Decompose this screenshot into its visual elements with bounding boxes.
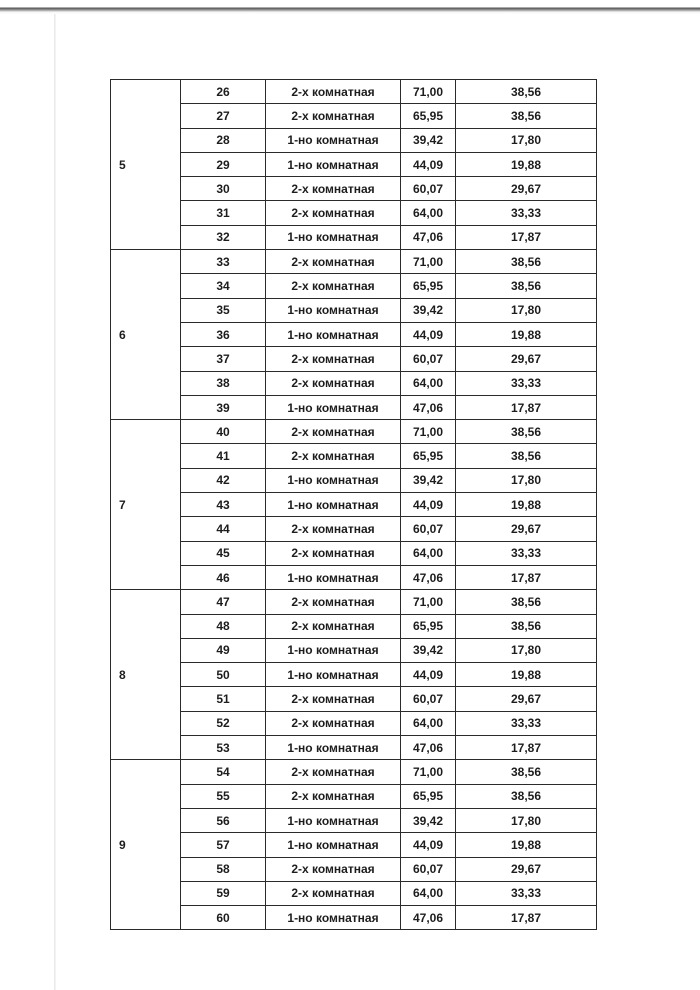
total-area-cell: 64,00 (401, 541, 456, 565)
table-row (111, 833, 597, 857)
table-row (111, 541, 597, 565)
apartment-number-cell: 46 (181, 565, 266, 589)
apartments-table-body (111, 80, 597, 930)
apartment-type-cell: 1-но комнатная (266, 638, 401, 662)
total-area-cell: 60,07 (401, 857, 456, 881)
scan-top-edge (0, 0, 700, 14)
living-area-cell: 19,88 (456, 152, 597, 176)
apartment-number-cell: 54 (181, 760, 266, 784)
floor-number-cell: 5 (111, 80, 181, 250)
apartment-type-cell: 2-х комнатная (266, 177, 401, 201)
table-row (111, 687, 597, 711)
table-row (111, 444, 597, 468)
apartment-type-cell: 2-х комнатная (266, 711, 401, 735)
living-area-cell: 17,87 (456, 736, 597, 760)
total-area-cell: 60,07 (401, 177, 456, 201)
apartment-type-cell: 1-но комнатная (266, 663, 401, 687)
apartment-number-cell: 53 (181, 736, 266, 760)
apartment-number-cell: 43 (181, 493, 266, 517)
apartment-number-cell: 37 (181, 347, 266, 371)
floor-number-cell: 9 (111, 760, 181, 930)
total-area-cell: 39,42 (401, 298, 456, 322)
apartment-number-cell: 47 (181, 590, 266, 614)
apartment-number-cell: 58 (181, 857, 266, 881)
total-area-cell: 65,95 (401, 274, 456, 298)
apartment-type-cell: 2-х комнатная (266, 857, 401, 881)
table-row (111, 808, 597, 832)
table-row (111, 565, 597, 589)
living-area-cell: 17,80 (456, 128, 597, 152)
living-area-cell: 29,67 (456, 687, 597, 711)
living-area-cell: 17,87 (456, 906, 597, 930)
apartment-type-cell: 2-х комнатная (266, 517, 401, 541)
apartment-number-cell: 55 (181, 784, 266, 808)
table-row (111, 711, 597, 735)
apartment-number-cell: 30 (181, 177, 266, 201)
total-area-cell: 60,07 (401, 687, 456, 711)
apartment-number-cell: 52 (181, 711, 266, 735)
table-row (111, 80, 597, 104)
total-area-cell: 47,06 (401, 565, 456, 589)
table-row (111, 590, 597, 614)
table-row (111, 736, 597, 760)
living-area-cell: 29,67 (456, 347, 597, 371)
table-row (111, 881, 597, 905)
apartment-number-cell: 42 (181, 468, 266, 492)
apartment-number-cell: 34 (181, 274, 266, 298)
total-area-cell: 71,00 (401, 760, 456, 784)
floor-number-cell: 7 (111, 420, 181, 590)
apartment-number-cell: 49 (181, 638, 266, 662)
table-row (111, 201, 597, 225)
living-area-cell: 17,80 (456, 298, 597, 322)
table-row (111, 614, 597, 638)
apartment-number-cell: 41 (181, 444, 266, 468)
apartment-type-cell: 1-но комнатная (266, 493, 401, 517)
total-area-cell: 47,06 (401, 906, 456, 930)
apartment-type-cell: 2-х комнатная (266, 274, 401, 298)
apartment-type-cell: 2-х комнатная (266, 590, 401, 614)
table-row (111, 493, 597, 517)
floor-number-cell: 6 (111, 250, 181, 420)
living-area-cell: 38,56 (456, 760, 597, 784)
total-area-cell: 64,00 (401, 711, 456, 735)
table-row (111, 274, 597, 298)
apartment-type-cell: 2-х комнатная (266, 80, 401, 104)
table-row (111, 347, 597, 371)
living-area-cell: 19,88 (456, 493, 597, 517)
total-area-cell: 47,06 (401, 395, 456, 419)
living-area-cell: 38,56 (456, 274, 597, 298)
living-area-cell: 33,33 (456, 371, 597, 395)
table-row (111, 177, 597, 201)
scan-left-edge (54, 14, 56, 990)
living-area-cell: 38,56 (456, 444, 597, 468)
living-area-cell: 17,80 (456, 808, 597, 832)
table-row (111, 784, 597, 808)
living-area-cell: 38,56 (456, 614, 597, 638)
apartment-number-cell: 35 (181, 298, 266, 322)
living-area-cell: 19,88 (456, 833, 597, 857)
total-area-cell: 71,00 (401, 80, 456, 104)
apartment-type-cell: 2-х комнатная (266, 614, 401, 638)
living-area-cell: 38,56 (456, 250, 597, 274)
table-row (111, 104, 597, 128)
apartment-number-cell: 26 (181, 80, 266, 104)
living-area-cell: 17,80 (456, 638, 597, 662)
living-area-cell: 38,56 (456, 104, 597, 128)
apartment-number-cell: 51 (181, 687, 266, 711)
apartment-number-cell: 36 (181, 322, 266, 346)
apartment-number-cell: 29 (181, 152, 266, 176)
living-area-cell: 17,87 (456, 225, 597, 249)
table-row (111, 638, 597, 662)
total-area-cell: 44,09 (401, 663, 456, 687)
apartment-number-cell: 57 (181, 833, 266, 857)
living-area-cell: 17,87 (456, 565, 597, 589)
apartment-type-cell: 2-х комнатная (266, 541, 401, 565)
apartment-type-cell: 1-но комнатная (266, 565, 401, 589)
living-area-cell: 19,88 (456, 663, 597, 687)
apartment-type-cell: 2-х комнатная (266, 760, 401, 784)
table-row (111, 152, 597, 176)
total-area-cell: 71,00 (401, 250, 456, 274)
table-row (111, 760, 597, 784)
living-area-cell: 19,88 (456, 322, 597, 346)
total-area-cell: 39,42 (401, 128, 456, 152)
living-area-cell: 38,56 (456, 80, 597, 104)
living-area-cell: 33,33 (456, 881, 597, 905)
apartment-type-cell: 2-х комнатная (266, 444, 401, 468)
apartment-type-cell: 1-но комнатная (266, 906, 401, 930)
apartment-type-cell: 2-х комнатная (266, 250, 401, 274)
living-area-cell: 33,33 (456, 541, 597, 565)
table-row (111, 517, 597, 541)
total-area-cell: 65,95 (401, 614, 456, 638)
living-area-cell: 17,87 (456, 395, 597, 419)
table-row (111, 128, 597, 152)
apartment-type-cell: 1-но комнатная (266, 468, 401, 492)
apartment-number-cell: 40 (181, 420, 266, 444)
table-row (111, 857, 597, 881)
total-area-cell: 64,00 (401, 371, 456, 395)
total-area-cell: 44,09 (401, 833, 456, 857)
living-area-cell: 29,67 (456, 517, 597, 541)
apartment-type-cell: 2-х комнатная (266, 104, 401, 128)
living-area-cell: 17,80 (456, 468, 597, 492)
living-area-cell: 38,56 (456, 784, 597, 808)
living-area-cell: 29,67 (456, 857, 597, 881)
total-area-cell: 44,09 (401, 322, 456, 346)
apartment-number-cell: 45 (181, 541, 266, 565)
apartment-type-cell: 2-х комнатная (266, 420, 401, 444)
apartment-type-cell: 1-но комнатная (266, 395, 401, 419)
table-row (111, 250, 597, 274)
apartment-number-cell: 33 (181, 250, 266, 274)
living-area-cell: 33,33 (456, 711, 597, 735)
apartment-type-cell: 1-но комнатная (266, 833, 401, 857)
total-area-cell: 39,42 (401, 638, 456, 662)
total-area-cell: 65,95 (401, 784, 456, 808)
table-row (111, 906, 597, 930)
total-area-cell: 71,00 (401, 590, 456, 614)
apartment-type-cell: 2-х комнатная (266, 881, 401, 905)
table-row (111, 298, 597, 322)
apartment-number-cell: 39 (181, 395, 266, 419)
total-area-cell: 65,95 (401, 444, 456, 468)
apartment-type-cell: 1-но комнатная (266, 808, 401, 832)
total-area-cell: 39,42 (401, 468, 456, 492)
apartment-number-cell: 59 (181, 881, 266, 905)
table-row (111, 322, 597, 346)
total-area-cell: 47,06 (401, 225, 456, 249)
apartment-number-cell: 27 (181, 104, 266, 128)
apartment-number-cell: 28 (181, 128, 266, 152)
living-area-cell: 38,56 (456, 590, 597, 614)
total-area-cell: 60,07 (401, 347, 456, 371)
table-row (111, 420, 597, 444)
apartment-number-cell: 60 (181, 906, 266, 930)
total-area-cell: 39,42 (401, 808, 456, 832)
total-area-cell: 71,00 (401, 420, 456, 444)
apartment-type-cell: 2-х комнатная (266, 687, 401, 711)
apartment-type-cell: 1-но комнатная (266, 152, 401, 176)
table-row (111, 371, 597, 395)
total-area-cell: 65,95 (401, 104, 456, 128)
apartment-number-cell: 48 (181, 614, 266, 638)
apartment-type-cell: 2-х комнатная (266, 784, 401, 808)
apartment-number-cell: 31 (181, 201, 266, 225)
apartment-number-cell: 44 (181, 517, 266, 541)
apartments-table (110, 79, 597, 930)
total-area-cell: 60,07 (401, 517, 456, 541)
apartment-number-cell: 38 (181, 371, 266, 395)
apartment-type-cell: 1-но комнатная (266, 736, 401, 760)
total-area-cell: 64,00 (401, 881, 456, 905)
apartment-number-cell: 56 (181, 808, 266, 832)
total-area-cell: 44,09 (401, 152, 456, 176)
total-area-cell: 64,00 (401, 201, 456, 225)
table-row (111, 395, 597, 419)
floor-number-cell: 8 (111, 590, 181, 760)
living-area-cell: 29,67 (456, 177, 597, 201)
table-row (111, 225, 597, 249)
total-area-cell: 47,06 (401, 736, 456, 760)
apartment-type-cell: 1-но комнатная (266, 322, 401, 346)
living-area-cell: 38,56 (456, 420, 597, 444)
apartment-number-cell: 32 (181, 225, 266, 249)
table-row (111, 663, 597, 687)
apartment-type-cell: 1-но комнатная (266, 298, 401, 322)
apartment-type-cell: 1-но комнатная (266, 128, 401, 152)
table-row (111, 468, 597, 492)
apartment-type-cell: 2-х комнатная (266, 201, 401, 225)
apartment-number-cell: 50 (181, 663, 266, 687)
apartment-type-cell: 2-х комнатная (266, 371, 401, 395)
apartment-type-cell: 2-х комнатная (266, 347, 401, 371)
apartment-type-cell: 1-но комнатная (266, 225, 401, 249)
living-area-cell: 33,33 (456, 201, 597, 225)
total-area-cell: 44,09 (401, 493, 456, 517)
